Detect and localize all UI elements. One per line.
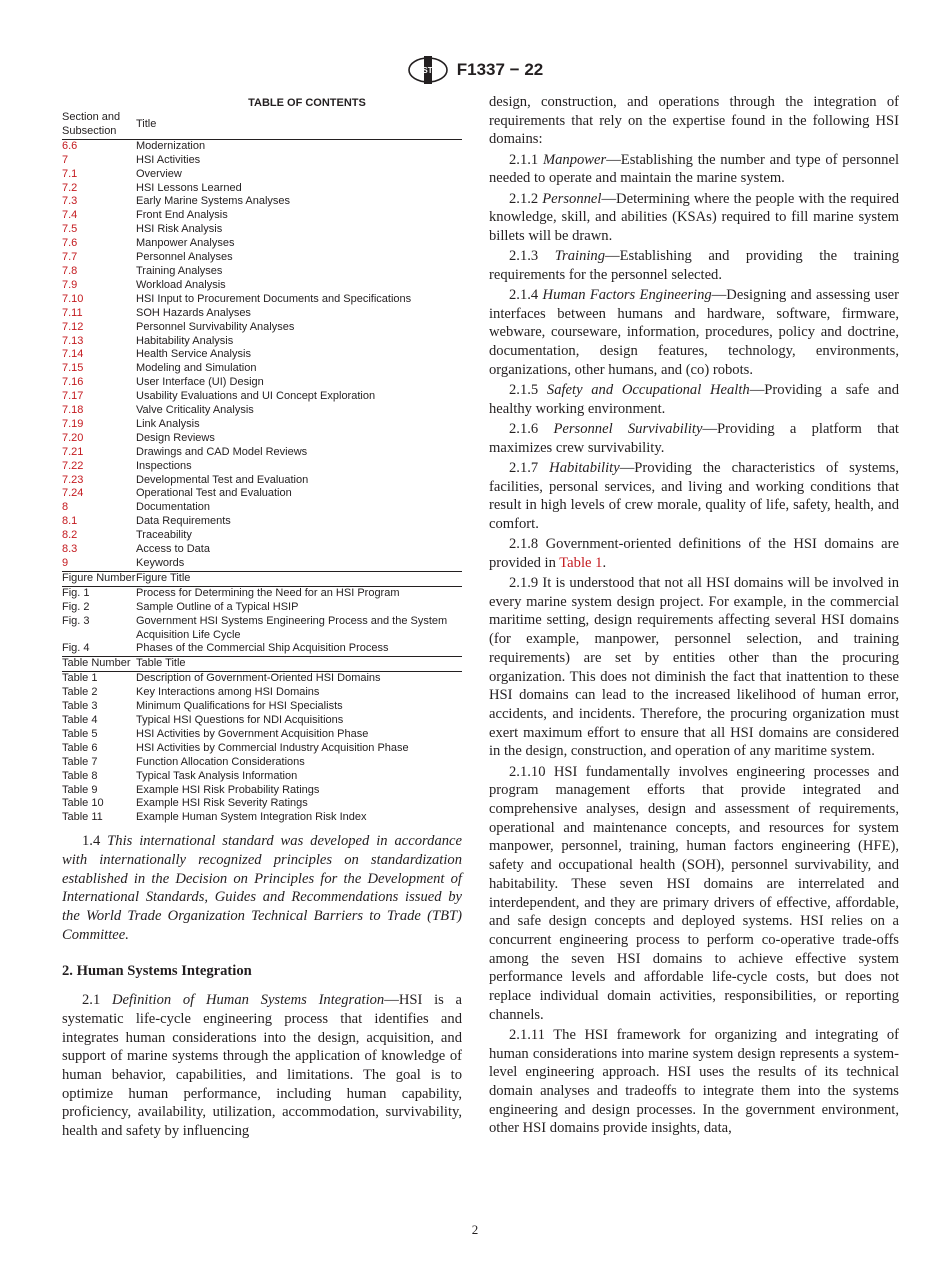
toc-section-row-title: Overview bbox=[136, 167, 182, 180]
toc-section-row-number[interactable]: 7.23 bbox=[62, 473, 84, 486]
toc-table-row-number: Table 1 bbox=[62, 672, 98, 685]
toc-table-row-title: Example Human System Integration Risk Index bbox=[136, 811, 367, 824]
toc-header-col2: Figure Title bbox=[136, 571, 462, 586]
page-number: 2 bbox=[471, 1222, 479, 1237]
toc-section-row bbox=[62, 446, 462, 460]
toc-header-col1: Table Number bbox=[62, 657, 136, 672]
paragraph-2-1-2: 2.1.2 Personnel—Determining where the people with the required knowledge, skill, and abilities (KSAs) required to fill marine system billets will be drawn. bbox=[489, 190, 899, 244]
toc-table-row bbox=[62, 700, 462, 714]
toc-figure-row bbox=[62, 642, 462, 656]
toc-section-row-number[interactable]: 6.6 bbox=[62, 139, 78, 152]
right-column bbox=[489, 93, 899, 1140]
toc-header-row bbox=[62, 657, 462, 672]
toc-section-row-title: Front End Analysis bbox=[136, 209, 228, 222]
toc-table-row bbox=[62, 686, 462, 700]
document-id: F1337 − 22 bbox=[456, 60, 544, 79]
toc-section-row-number[interactable]: 7.20 bbox=[62, 431, 84, 444]
toc-section-row-title: Data Requirements bbox=[136, 515, 231, 528]
toc-section-row-title: HSI Input to Procurement Documents and Specifications bbox=[136, 292, 412, 305]
toc-table-row-title: Typical Task Analysis Information bbox=[136, 769, 298, 782]
toc-section-row-number[interactable]: 7.19 bbox=[62, 417, 84, 430]
toc-section-row-title: Operational Test and Evaluation bbox=[136, 487, 292, 500]
toc-header-col2: Table Title bbox=[136, 657, 462, 672]
paragraph-2-1-10: 2.1.10 HSI fundamentally involves engineering processes and program management efforts that provide integrated and comprehensive analyses, design and assessment of requirements, operational and maintenance concepts, and resources for system manpower, personnel, training, human factors engineering (HFE), safety and occupational health (SOH), personnel survivability, and habitability. These seven HSI domains are interrelated and interdependent, and they are primary drivers of effective, affordable, and safe design concepts and deployed systems. HSI relies on a concurrent engineering process to perform co-operative trade-offs among the seven HSI domains to achieve effective system performance levels and affordable life-cycle costs, but does not replace individual domain activities, responsibilities, or reporting channels. bbox=[489, 763, 899, 1023]
toc-section-row-title: Traceability bbox=[136, 529, 192, 542]
toc-figure-row-number: Fig. 1 bbox=[62, 586, 90, 599]
toc-section-row bbox=[62, 501, 462, 515]
paragraph-2-1-5: 2.1.5 Safety and Occupational Health—Providing a safe and healthy working environment. bbox=[489, 382, 900, 417]
paragraph-2-1-1: 2.1.1 Manpower—Establishing the number and type of personnel needed to operate and maintain the marine system. bbox=[489, 151, 899, 187]
left-column bbox=[62, 97, 462, 1142]
toc-section-row-title: HSI Risk Analysis bbox=[136, 223, 223, 236]
toc-section-row bbox=[62, 139, 462, 153]
toc-section-row-title: Workload Analysis bbox=[136, 278, 226, 291]
paragraph-2-1-7: 2.1.7 Habitability—Providing the characteristics of systems, facilities, personal services, and living and working conditions that result in high levels of crew morale, quality of life, safety, health, and comfort. bbox=[489, 459, 899, 532]
toc-section-row-title: Design Reviews bbox=[136, 431, 215, 444]
toc-section-row-number[interactable]: 7.4 bbox=[62, 209, 78, 222]
toc-section-row bbox=[62, 154, 462, 168]
toc-table-row-title: Key Interactions among HSI Domains bbox=[136, 686, 320, 699]
toc-table-row-title: Description of Government-Oriented HSI Domains bbox=[136, 672, 381, 685]
toc-figure-row-number: Fig. 2 bbox=[62, 600, 90, 613]
toc-section-row bbox=[62, 168, 462, 182]
svg-text:ASTM: ASTM bbox=[416, 66, 440, 75]
toc-section-row bbox=[62, 223, 462, 237]
paragraph-1-4: 1.4 This international standard was developed in accordance with internationally recognized principles on standardization established in the Decision on Principles for the Development of International Standards, Guides and Recommendations issued by the World Trade Organization Technical Barriers to Trade (TBT) Committee. bbox=[62, 833, 462, 943]
toc-table-row-number: Table 4 bbox=[62, 713, 98, 726]
toc-table-row-number: Table 7 bbox=[62, 755, 98, 768]
toc-title: TABLE OF CONTENTS bbox=[248, 97, 366, 109]
paragraph-2-1-11: 2.1.11 The HSI framework for organizing and integrating of human considerations into marine system design represents a system-level engineering approach. HSI uses the results of its technical domain analyses and tradeoffs to integrate them into the systems engineering and design processes. In the government environment, other HSI domains provide insights, data, bbox=[489, 1026, 899, 1137]
toc-section-row-number[interactable]: 9 bbox=[62, 557, 136, 571]
toc-section-row-title: Developmental Test and Evaluation bbox=[136, 473, 309, 486]
toc-section-row bbox=[62, 279, 462, 293]
toc-section-row bbox=[62, 348, 462, 362]
toc-figure-row-title: Sample Outline of a Typical HSIP bbox=[136, 600, 299, 613]
toc-section-row-title: Health Service Analysis bbox=[136, 348, 251, 361]
toc-section-row-number[interactable]: 7.12 bbox=[62, 320, 84, 333]
toc-section-row-title: Usability Evaluations and UI Concept Exploration bbox=[136, 390, 376, 403]
toc-section-row-title: Inspections bbox=[136, 459, 192, 472]
toc-section-row bbox=[62, 321, 462, 335]
toc-figure-row-number: Fig. 4 bbox=[62, 642, 136, 656]
toc-table-row-number: Table 6 bbox=[62, 741, 98, 754]
toc-section-row bbox=[62, 390, 462, 404]
toc-section-row-number[interactable]: 7.24 bbox=[62, 487, 84, 500]
toc-section-row bbox=[62, 307, 462, 321]
toc-figure-row-title: Process for Determining the Need for an HSI Program bbox=[136, 586, 400, 599]
toc-figure-row bbox=[62, 601, 462, 615]
toc-section-row-title: Personnel Survivability Analyses bbox=[136, 320, 295, 333]
toc-figure-row-title: Government HSI Systems Engineering Process and the System Acquisition Life Cycle bbox=[136, 614, 448, 641]
paragraph-2-1-6: 2.1.6 Personnel Survivability—Providing a platform that maximizes crew survivability. bbox=[489, 420, 899, 456]
toc-section-row bbox=[62, 251, 462, 265]
table-of-contents bbox=[62, 111, 462, 825]
toc-section-row-title: Early Marine Systems Analyses bbox=[136, 195, 291, 208]
toc-header-col1: Figure Number bbox=[62, 571, 136, 586]
toc-section-row-number[interactable]: 7.6 bbox=[62, 237, 78, 250]
toc-section-row bbox=[62, 362, 462, 376]
left-body-text bbox=[62, 832, 462, 1141]
paragraph-continued: design, construction, and operations through the integration of requirements that rely on the expertise found in the following HSI domains: bbox=[489, 94, 899, 148]
paragraph-2-1-8: 2.1.8 Government-oriented definitions of the HSI domains are provided in Table 1. bbox=[489, 536, 899, 571]
toc-header-col1: Section and Subsection bbox=[62, 111, 136, 139]
toc-table-row bbox=[62, 672, 462, 686]
toc-section-row bbox=[62, 515, 462, 529]
toc-section-row-title: Keywords bbox=[136, 557, 462, 571]
toc-table-row-title: Example HSI Risk Severity Ratings bbox=[136, 797, 308, 810]
table-1-link[interactable]: Table 1 bbox=[559, 554, 603, 571]
toc-section-row-number[interactable]: 7.17 bbox=[62, 390, 84, 403]
astm-logo-icon bbox=[407, 56, 449, 84]
toc-section-row bbox=[62, 195, 462, 209]
toc-section-row bbox=[62, 404, 462, 418]
toc-section-row-number[interactable]: 7.11 bbox=[62, 306, 83, 319]
toc-section-row-number[interactable]: 7.3 bbox=[62, 195, 78, 208]
toc-table-row-number: Table 11 bbox=[62, 811, 103, 824]
toc-table-row bbox=[62, 742, 462, 756]
toc-section-row-title: Personnel Analyses bbox=[136, 251, 233, 264]
toc-table-row-number: Table 2 bbox=[62, 686, 98, 699]
toc-section-row-title: Training Analyses bbox=[136, 264, 223, 277]
toc-section-row-title: Access to Data bbox=[136, 543, 210, 556]
paragraph-2-1: 2.1 Definition of Human Systems Integration—HSI is a systematic life-cycle engineering process that identifies and integrates human considerations into the design, acquisition, and support of marine systems through the application of knowledge of human behavior, capabilities, and limitations. The goal is to optimize human performance, including human capability, proficiency, availability, utilization, accommodation, survivability, health and safety by influencing bbox=[62, 992, 462, 1140]
toc-section-row-title: HSI Activities bbox=[136, 153, 201, 166]
toc-section-row-title: Documentation bbox=[136, 501, 210, 514]
toc-section-row-title: Modernization bbox=[136, 139, 206, 152]
toc-table-row bbox=[62, 784, 462, 798]
toc-section-row-number[interactable]: 8.3 bbox=[62, 543, 78, 556]
paragraph-2-1-3: 2.1.3 Training—Establishing and providing the training requirements for the personnel selected. bbox=[489, 248, 899, 283]
toc-table-row-title: Typical HSI Questions for NDI Acquisitions bbox=[136, 713, 344, 726]
toc-section-row-number[interactable]: 7.22 bbox=[62, 459, 84, 472]
toc-section-row-number[interactable]: 8 bbox=[62, 501, 69, 514]
toc-section-row bbox=[62, 418, 462, 432]
toc-section-row bbox=[62, 293, 462, 307]
toc-section-row-title: Link Analysis bbox=[136, 417, 200, 430]
toc-figure-row-title: Phases of the Commercial Ship Acquisition Process bbox=[136, 642, 462, 656]
toc-section-row-title: Valve Criticality Analysis bbox=[136, 404, 254, 417]
toc-section-row-title: User Interface (UI) Design bbox=[136, 376, 264, 389]
toc-section-row bbox=[62, 182, 462, 196]
toc-table-row bbox=[62, 714, 462, 728]
toc-section-row-number[interactable]: 7.5 bbox=[62, 223, 78, 236]
toc-section-row bbox=[62, 376, 462, 390]
toc-header-row bbox=[62, 111, 462, 139]
toc-table-row bbox=[62, 797, 462, 811]
toc-table-row bbox=[62, 770, 462, 784]
toc-table-row-number: Table 3 bbox=[62, 700, 98, 713]
paragraph-2-1-4: 2.1.4 Human Factors Engineering—Designing and assessing user interfaces between humans and hardware, software, firmware, webware, courseware, information, procedures, policy and doctrine, documentation, design features, technology, environments, organizations, other humans, and (co) robots. bbox=[489, 287, 899, 378]
toc-table-row-title: HSI Activities by Government Acquisition Phase bbox=[136, 727, 369, 740]
toc-section-row bbox=[62, 543, 462, 557]
toc-section-row-number[interactable]: 7.14 bbox=[62, 348, 84, 361]
toc-section-row-number[interactable]: 7.1 bbox=[62, 167, 78, 180]
toc-section-row bbox=[62, 529, 462, 543]
toc-header-row bbox=[62, 571, 462, 586]
toc-table-row-number: Table 5 bbox=[62, 727, 98, 740]
toc-section-row-number[interactable]: 7.15 bbox=[62, 362, 84, 375]
toc-section-row bbox=[62, 237, 462, 251]
toc-table-row-title: HSI Activities by Commercial Industry Acquisition Phase bbox=[136, 741, 409, 754]
toc-table-row bbox=[62, 756, 462, 770]
toc-section-row-number[interactable]: 7.9 bbox=[62, 278, 78, 291]
toc-section-row-number[interactable]: 7.16 bbox=[62, 376, 84, 389]
toc-section-row-title: Habitability Analysis bbox=[136, 334, 234, 347]
toc-section-row-number[interactable]: 7.13 bbox=[62, 334, 84, 347]
toc-section-row bbox=[62, 557, 462, 571]
section-2-heading: 2. Human Systems Integration bbox=[62, 963, 252, 980]
toc-table-row bbox=[62, 728, 462, 742]
toc-section-row-number[interactable]: 7.21 bbox=[62, 445, 84, 458]
toc-section-row-title: Modeling and Simulation bbox=[136, 362, 257, 375]
toc-table-row-number: Table 8 bbox=[62, 769, 98, 782]
toc-figure-row bbox=[62, 586, 462, 600]
toc-section-row-number[interactable]: 8.2 bbox=[62, 529, 78, 542]
toc-figure-row bbox=[62, 615, 462, 643]
toc-section-row bbox=[62, 474, 462, 488]
paragraph-2-1-9: 2.1.9 It is understood that not all HSI domains will be involved in every marine system design project. For example, in the commercial maritime setting, design requirements affecting several HSI domains (for example, manpower, personnel selection, and training requirements) are set by entities other than the procuring organization. This does not diminish the fact that inattention to these HSI domains can lead to the increased likelihood of human error, accidents, and incidents. Therefore, the procuring organization must exert maximum effort to ensure that all HSI domains are considered in the design, construction, and operation of any maritime system. bbox=[489, 575, 899, 760]
toc-table-row-title: Minimum Qualifications for HSI Specialists bbox=[136, 700, 343, 713]
toc-section-row-number[interactable]: 7.7 bbox=[62, 251, 78, 264]
toc-table-row-number: Table 9 bbox=[62, 783, 98, 796]
toc-section-row-number[interactable]: 7.2 bbox=[62, 181, 78, 194]
toc-section-row bbox=[62, 265, 462, 279]
toc-section-row-title: Drawings and CAD Model Reviews bbox=[136, 445, 308, 458]
toc-section-row-number[interactable]: 8.1 bbox=[62, 515, 78, 528]
toc-section-row bbox=[62, 487, 462, 501]
toc-section-row-title: HSI Lessons Learned bbox=[136, 181, 242, 194]
toc-section-row bbox=[62, 432, 462, 446]
toc-table-row-number: Table 10 bbox=[62, 797, 104, 810]
toc-figure-row-number: Fig. 3 bbox=[62, 614, 90, 627]
toc-table-row bbox=[62, 811, 462, 825]
toc-section-row-number[interactable]: 7.18 bbox=[62, 404, 84, 417]
toc-section-row-number[interactable]: 7.10 bbox=[62, 292, 84, 305]
toc-table-row-title: Function Allocation Considerations bbox=[136, 755, 305, 768]
toc-header-col2: Title bbox=[136, 111, 462, 139]
toc-section-row bbox=[62, 335, 462, 349]
toc-section-row-number[interactable]: 7 bbox=[62, 153, 69, 166]
toc-section-row bbox=[62, 209, 462, 223]
toc-section-row bbox=[62, 460, 462, 474]
toc-section-row-number[interactable]: 7.8 bbox=[62, 264, 78, 277]
toc-table-row-title: Example HSI Risk Probability Ratings bbox=[136, 783, 320, 796]
toc-section-row-title: Manpower Analyses bbox=[136, 237, 235, 250]
toc-section-row-title: SOH Hazards Analyses bbox=[136, 306, 251, 319]
page-header bbox=[0, 56, 950, 86]
